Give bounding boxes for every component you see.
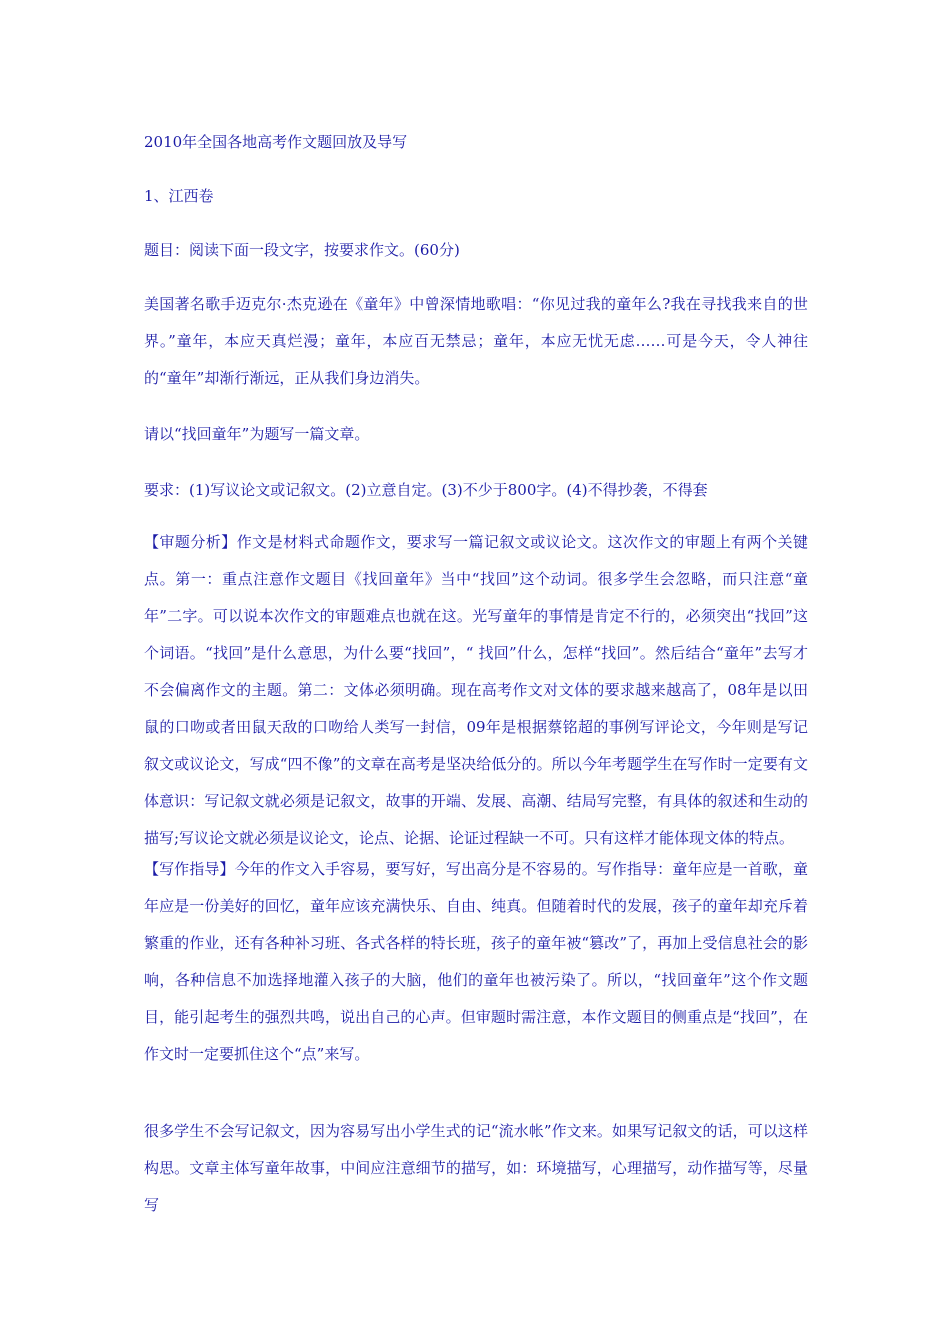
narrative-advice-paragraph: 很多学生不会写记叙文，因为容易写出小学生式的记“流水帐”作文来。如果写记叙文的话，可以这样构思。文章主体写童年故事，中间应注意细节的描写，如：环境描写，心理描写，动作描写等，尽量写 xyxy=(144,1122,808,1214)
prompt-paragraph: 题目：阅读下面一段文字，按要求作文。(60分) xyxy=(144,241,460,259)
analysis-tag: 【审题分析】 xyxy=(144,533,237,551)
guide-paragraph xyxy=(144,851,808,1073)
analysis-body: 作文是材料式命题作文，要求写一篇记叙文或议论文。这次作文的审题上有两个关键点。第一：重点注意作文题目《找回童年》当中“找回”这个动词。很多学生会忽略，而只注意“童年”二字。可以说本次作文的审题难点也就在这。光写童年的事情是肯定不行的，必须突出“找回”这个词语。“找回”是什么意思，为什么要“找回”，“ 找回”什么，怎样“找回”。然后结合“童年”去写才不会偏离作文的主题。第二：文体必须明确。现在高考作文对文体的要求越来越高了，08年是以田鼠的口吻或者田鼠天敌的口吻给人类写一封信，09年是根据蔡铭超的事例写评论文，今年则是写记叙文或议论文，写成“四不像”的文章在高考是坚决给低分的。所以今年考题学生在写作时一定要有文体意识：写记叙文就必须是记叙文，故事的开端、发展、高潮、结局写完整，有具体的叙述和生动的描写;写议论文就必须是议论文，论点、论据、论证过程缺一不可。只有这样才能体现文体的特点。 xyxy=(144,533,808,847)
analysis-paragraph xyxy=(144,524,808,857)
task-paragraph: 请以“找回童年”为题写一篇文章。 xyxy=(144,425,370,443)
requirements-paragraph: 要求：(1)写议论文或记叙文。(2)立意自定。(3)不少于800字。(4)不得抄袭，不得套 xyxy=(144,481,708,499)
document-title: 2010年全国各地高考作文题回放及导写 xyxy=(144,133,408,151)
guide-tag: 【写作指导】 xyxy=(144,860,235,878)
material-paragraph: 美国著名歌手迈克尔·杰克逊在《童年》中曾深情地歌唱：“你见过我的童年么?我在寻找我来自的世界。”童年，本应天真烂漫；童年，本应百无禁忌；童年，本应无忧无虑……可是今天，令人神往的“童年”却渐行渐远，正从我们身边消失。 xyxy=(144,295,808,387)
guide-body: 今年的作文入手容易，要写好，写出高分是不容易的。写作指导：童年应是一首歌，童年应是一份美好的回忆，童年应该充满快乐、自由、纯真。但随着时代的发展，孩子的童年却充斥着繁重的作业，还有各种补习班、各式各样的特长班，孩子的童年被“篡改”了，再加上受信息社会的影响，各种信息不加选择地灌入孩子的大脑，他们的童年也被污染了。所以，“找回童年”这个作文题目，能引起考生的强烈共鸣，说出自己的心声。但审题时需注意，本作文题目的侧重点是“找回”，在作文时一定要抓住这个“点”来写。 xyxy=(144,860,808,1063)
section-heading: 1、江西卷 xyxy=(144,187,214,205)
